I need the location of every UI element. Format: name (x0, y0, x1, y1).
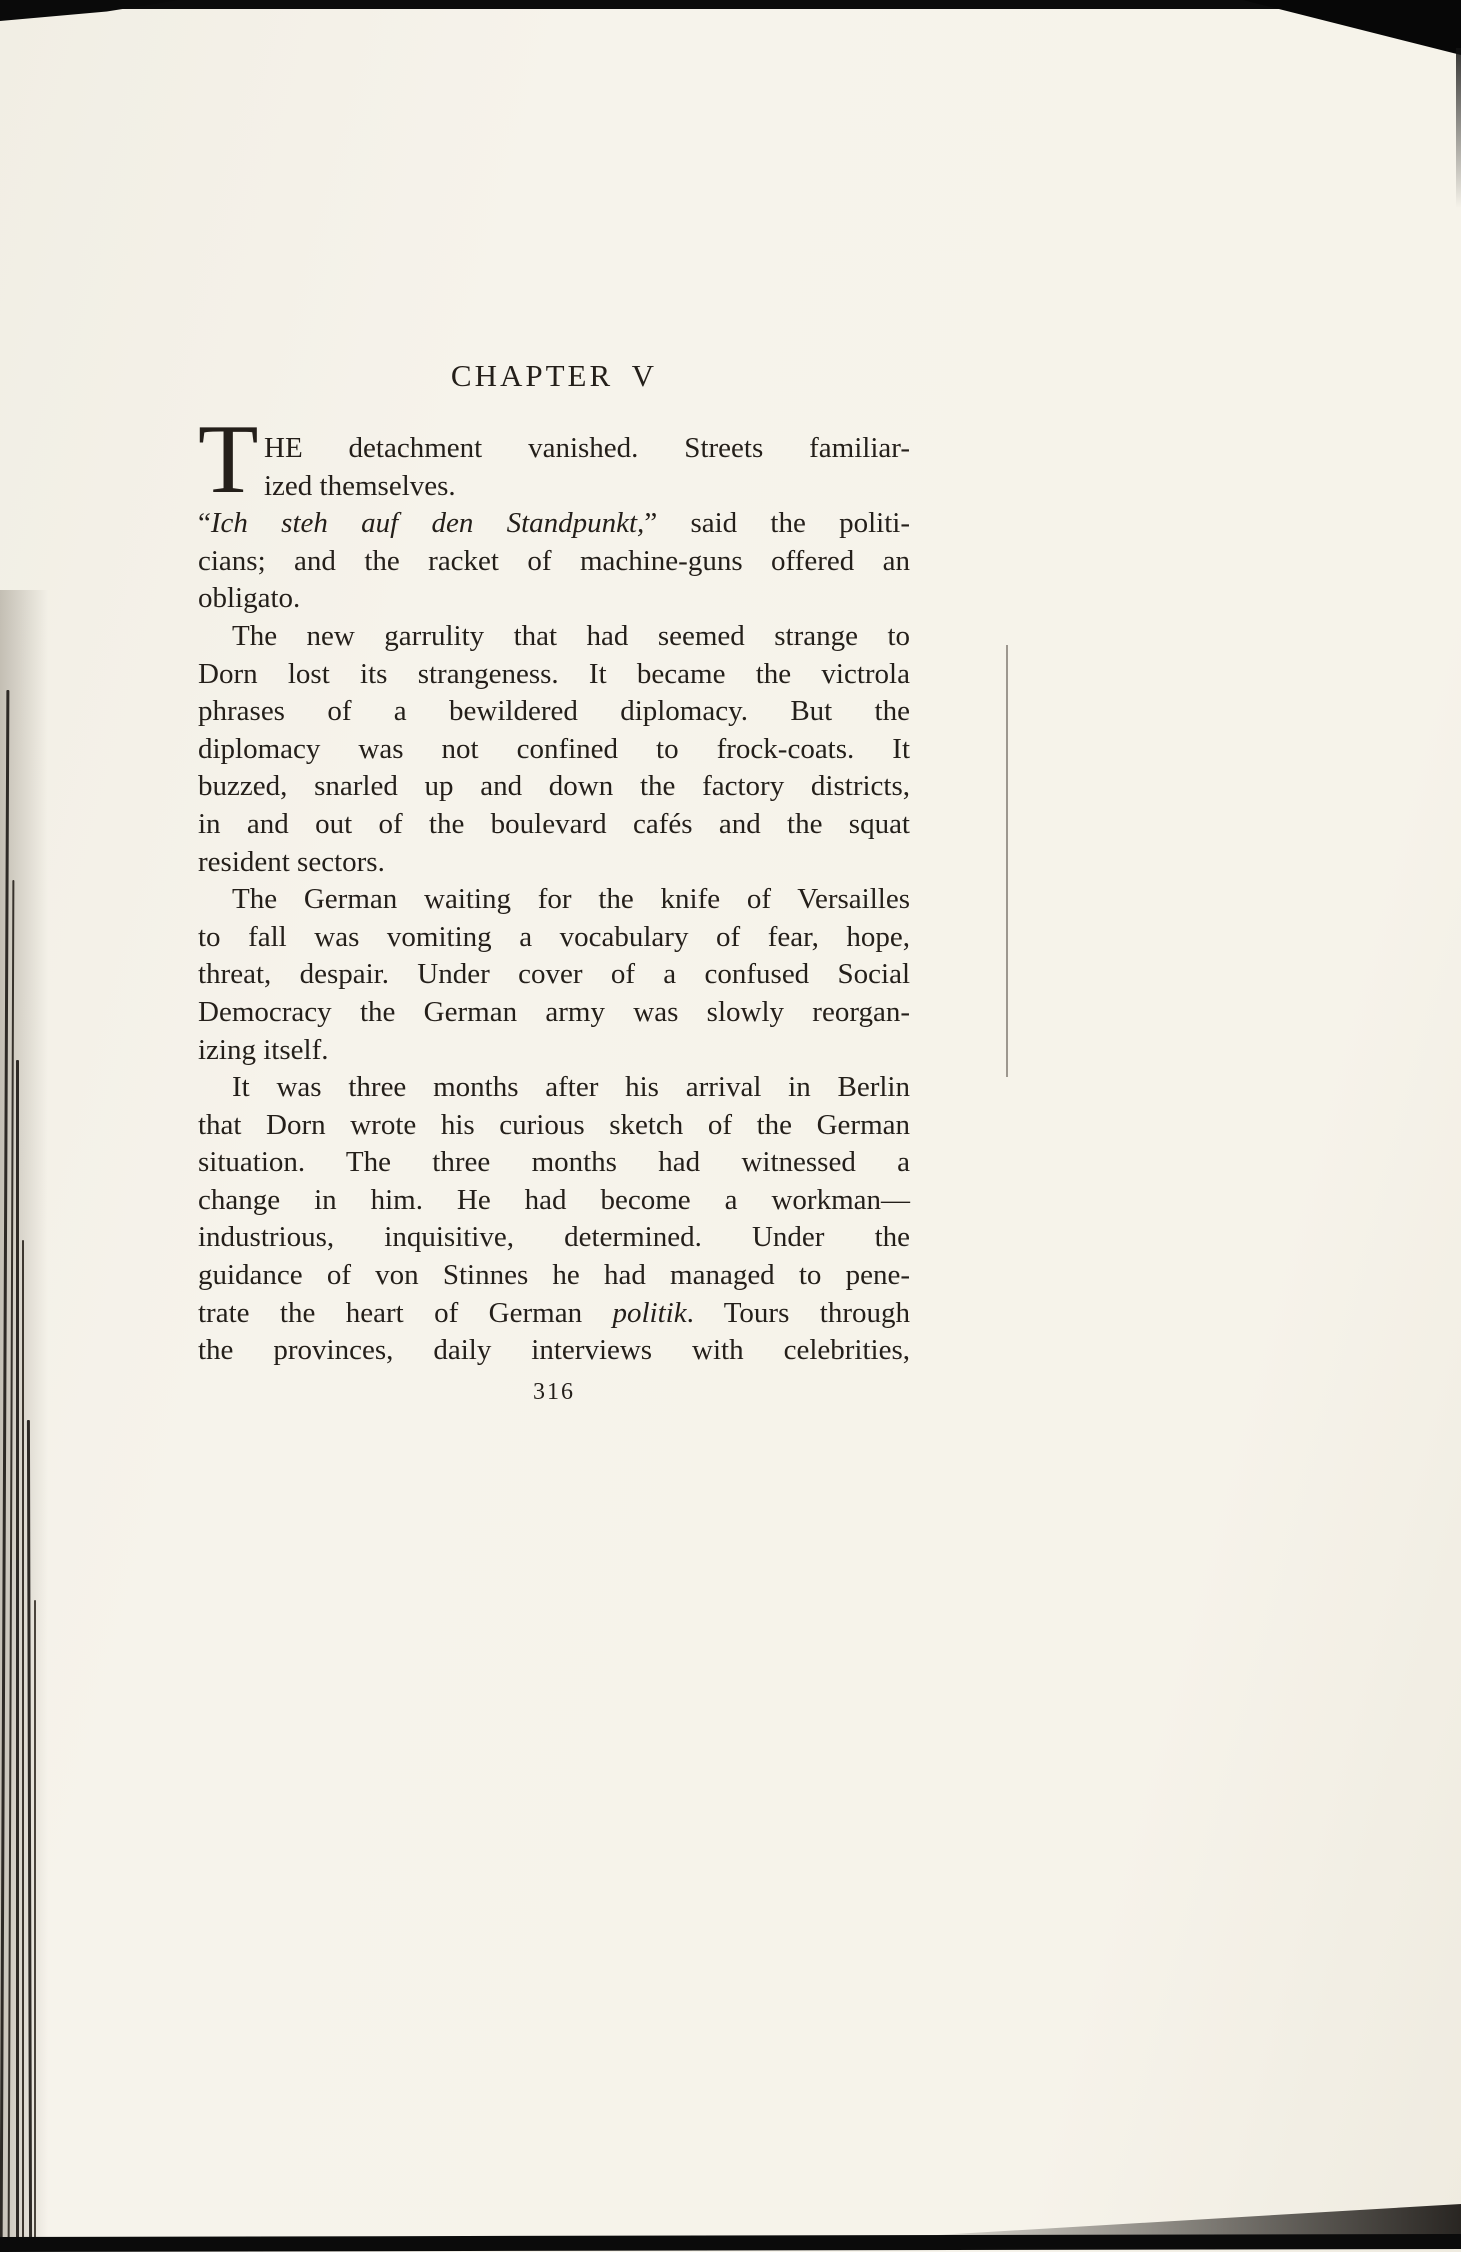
text-line (198, 430, 910, 468)
scan-artifact-bottom-edge (0, 2234, 1461, 2252)
text-run: diplomacy was not confined to frock-coats. It (198, 732, 910, 765)
text-run: ” said the politi- (644, 507, 910, 540)
text-run: in and out of the boulevard cafés and the squat (198, 807, 910, 840)
text-run: Democracy the German army was slowly reorgan- (198, 995, 910, 1028)
text-line (198, 580, 910, 618)
text-line (198, 1219, 910, 1257)
scan-artifact-top-left-wedge (0, 0, 178, 21)
text-line (198, 994, 910, 1032)
text-line (198, 844, 910, 882)
page-edge-line (22, 1240, 24, 2244)
text-run: cians; and the racket of machine-guns offered an (198, 544, 910, 577)
text-run: buzzed, snarled up and down the factory districts, (198, 770, 910, 803)
text-line (198, 1069, 910, 1107)
text-line (198, 768, 910, 806)
drop-cap: T (198, 405, 259, 514)
text-line (198, 505, 910, 543)
page-content (198, 358, 910, 1406)
page-number: 316 (533, 1378, 575, 1405)
text-run: The new garrulity that had seemed strange to (232, 619, 910, 652)
text-run: that Dorn wrote his curious sketch of the German (198, 1108, 910, 1141)
text-line (198, 1332, 910, 1370)
italic-text-run: Ich steh auf den Standpunkt, (210, 507, 645, 540)
scan-artifact-crease-line (1006, 645, 1008, 1077)
text-run: resident sectors. (198, 845, 385, 878)
text-run: guidance of von Stinnes he had managed to pene- (198, 1259, 910, 1292)
text-line (198, 1295, 910, 1333)
chapter-heading: CHAPTER V (450, 358, 658, 393)
text-line (198, 1257, 910, 1295)
text-run: izing itself. (198, 1033, 329, 1066)
text-line (198, 618, 910, 656)
text-line (198, 468, 910, 506)
body-lines (198, 430, 910, 1370)
text-line (198, 919, 910, 957)
text-line (198, 543, 910, 581)
text-line (198, 1107, 910, 1145)
text-line (198, 1144, 910, 1182)
italic-text-run: politik (612, 1296, 687, 1329)
text-run: The German waiting for the knife of Versailles (232, 883, 910, 916)
text-run: the provinces, daily interviews with celebrities, (198, 1334, 910, 1367)
text-run: to fall was vomiting a vocabulary of fear, hope, (198, 920, 910, 953)
text-line (198, 881, 910, 919)
text-run: trate the heart of German (198, 1296, 613, 1329)
text-run: threat, despair. Under cover of a confused Social (198, 958, 910, 991)
text-run: It was three months after his arrival in Berlin (232, 1071, 910, 1104)
text-run: situation. The three months had witnessed a (198, 1146, 910, 1179)
page-edge-line (16, 1060, 19, 2244)
text-run: change in him. He had become a workman— (198, 1183, 910, 1216)
text-run: “ (198, 507, 211, 540)
body-text (198, 405, 910, 1370)
text-line (198, 731, 910, 769)
text-run: ized themselves. (264, 469, 456, 502)
text-line (198, 1182, 910, 1220)
text-line (198, 656, 910, 694)
text-run: HE detachment vanished. Streets familiar- (264, 432, 910, 464)
text-run: . Tours through (686, 1296, 910, 1329)
text-run: obligato. (198, 582, 301, 615)
text-line (198, 956, 910, 994)
text-line (198, 693, 910, 731)
scan-artifact-top-edge (0, 0, 1461, 9)
scan-artifact-right-edge-shade (1456, 48, 1461, 208)
text-run: Dorn lost its strangeness. It became the victrola (198, 657, 910, 690)
page-edge-line (34, 1600, 36, 2248)
text-line (198, 1032, 910, 1070)
text-line (198, 806, 910, 844)
text-run: phrases of a bewildered diplomacy. But the (198, 695, 910, 728)
text-run: industrious, inquisitive, determined. Under the (198, 1221, 910, 1254)
